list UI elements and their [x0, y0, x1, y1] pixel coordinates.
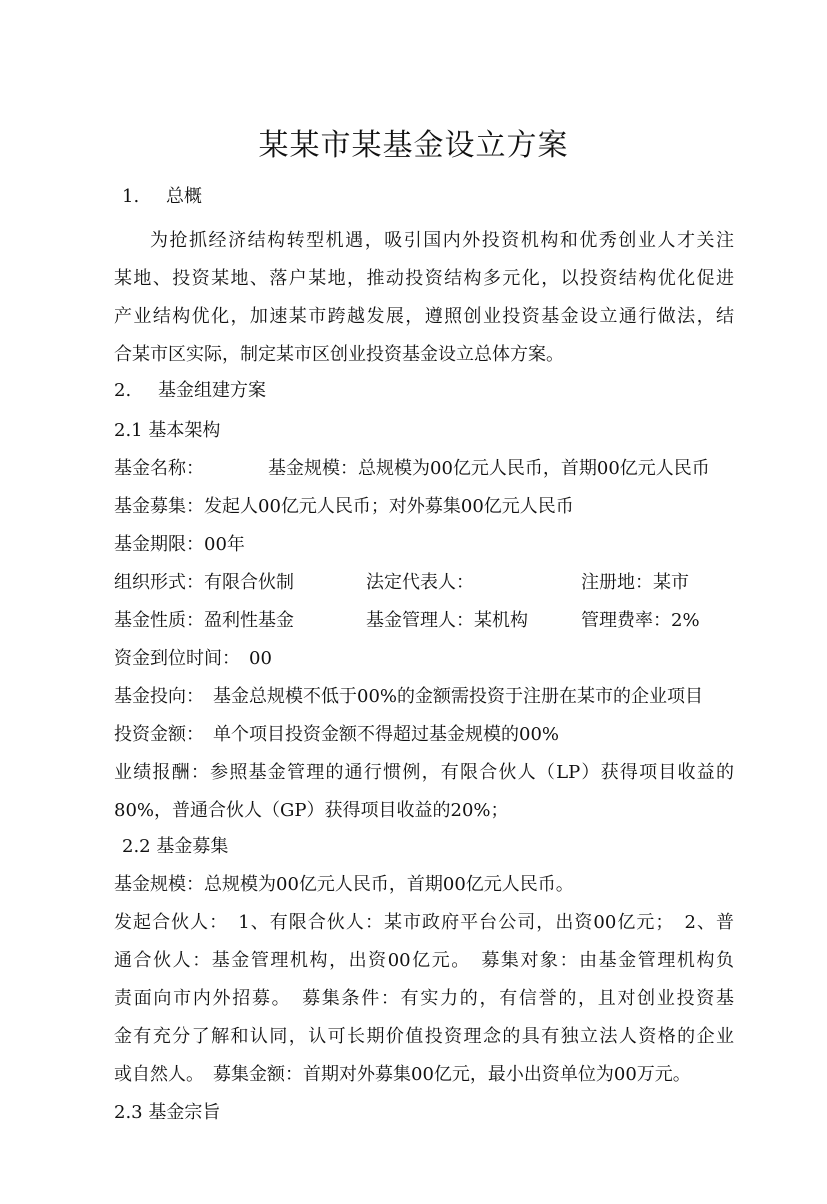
raise-scale-text: 基金规模：总规模为00亿元人民币，首期00亿元人民币。	[114, 874, 574, 895]
subsection-2-2-heading: 2.2 基金募集	[122, 836, 229, 857]
investment-direction-text: 基金投向： 基金总规模不低于00%的金额需投资于注册在某市的企业项目	[114, 686, 704, 707]
fund-nature-text: 基金性质：盈利性基金	[114, 610, 294, 631]
investment-amount-text: 投资金额： 单个项目投资金额不得超过基金规模的00%	[114, 724, 560, 745]
fund-manager-text: 基金管理人：某机构	[366, 610, 528, 631]
section-2-heading: 基金组建方案	[158, 380, 266, 401]
intro-line-1: 为抢抓经济结构转型机遇，吸引国内外投资机构和优秀创业人才关注	[150, 230, 734, 251]
raise-para-line-3: 责面向市内外招募。 募集条件：有实力的，有信誉的，且对创业投资基	[114, 988, 734, 1009]
fund-term-text: 基金期限：00年	[114, 534, 245, 555]
raise-para-line-2: 通合伙人：基金管理机构，出资00亿元。 募集对象：由基金管理机构负	[114, 950, 734, 971]
fund-name-label: 基金名称：	[114, 458, 204, 479]
reg-place-text: 注册地：某市	[581, 572, 689, 593]
intro-line-2: 某地、投资某地、落户某地，推动投资结构多元化，以投资结构优化促进	[114, 268, 734, 289]
subsection-2-1-heading: 2.1 基本架构	[114, 420, 221, 441]
raise-para-line-5: 或自然人。 募集金额：首期对外募集00亿元，最小出资单位为00万元。	[114, 1064, 691, 1085]
org-form-text: 组织形式：有限合伙制	[114, 572, 294, 593]
section-1-number: 1.	[122, 186, 140, 207]
intro-line-3: 产业结构优化，加速某市跨越发展，遵照创业投资基金设立通行做法，结	[114, 306, 734, 327]
funding-time-text: 资金到位时间： 00	[114, 648, 272, 669]
document-title: 某某市某基金设立方案	[258, 128, 569, 163]
section-2-number: 2.	[114, 380, 132, 401]
reward-line-2: 80%，普通合伙人（GP）获得项目收益的20%；	[114, 800, 509, 821]
mgmt-fee-text: 管理费率：2%	[581, 610, 700, 631]
reward-line-1: 业绩报酬：参照基金管理的通行惯例，有限合伙人（LP）获得项目收益的	[114, 762, 734, 783]
fund-raise-text: 基金募集：发起人00亿元人民币；对外募集00亿元人民币	[114, 496, 574, 517]
raise-para-line-4: 金有充分了解和认同，认可长期价值投资理念的具有独立法人资格的企业	[114, 1026, 734, 1047]
legal-rep-text: 法定代表人：	[366, 572, 474, 593]
raise-para-line-1: 发起合伙人： 1、有限合伙人：某市政府平台公司，出资00亿元； 2、普	[114, 912, 734, 933]
fund-scale-text: 基金规模：总规模为00亿元人民币，首期00亿元人民币	[268, 458, 710, 479]
section-1-heading: 总概	[166, 186, 202, 207]
subsection-2-3-heading: 2.3 基金宗旨	[114, 1102, 221, 1123]
intro-line-4: 合某市区实际，制定某市区创业投资基金设立总体方案。	[114, 344, 564, 365]
